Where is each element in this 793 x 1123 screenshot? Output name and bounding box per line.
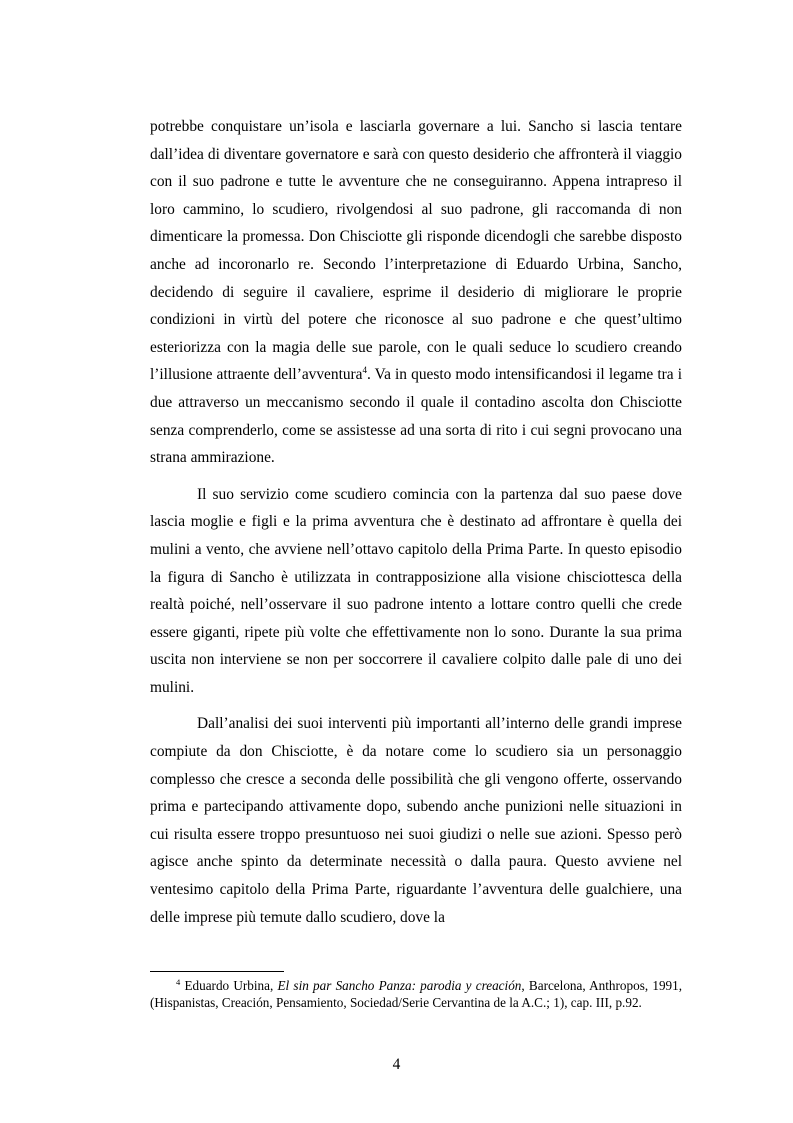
paragraph-3: Dall’analisi dei suoi interventi più importanti all’interno delle grandi imprese compiute da don Chisciotte, è da notare come lo scudiero sia un personaggio complesso che cresce a seconda delle possibilità che gli vengono offerte, osservando prima e partecipando attivamente dopo, subendo anche punizioni nelle situazioni in cui risulta essere troppo presuntuoso nei suoi giudizi o nelle sue azioni. Spesso però agisce anche spinto da determinate necessità o dalla paura. Questo avviene nel ventesimo capitolo della Prima Parte, riguardante l’avventura delle gualchiere, una delle imprese più temute dallo scudiero, dove la: [150, 715, 682, 926]
footnote-author: Eduardo Urbina,: [180, 978, 278, 993]
paragraph-1: [150, 113, 682, 472]
footnote-divider: [150, 971, 284, 972]
paragraph-1-continuation: . Va in questo modo intensificandosi il legame tra i due attraverso un meccanismo secondo il quale il contadino ascolta don Chisciotte senza comprenderlo, come se assistesse ad una sorta di rito i cui segni provocano una strana ammirazione.: [150, 366, 682, 467]
footnote-title: El sin par Sancho Panza: parodia y creación: [277, 978, 522, 993]
body-text: [150, 113, 682, 940]
footnote-reference: 4: [362, 365, 367, 376]
footnote: [150, 977, 682, 1011]
footnote-number: 4: [176, 976, 181, 987]
paragraph-2: Il suo servizio come scudiero comincia con la partenza dal suo paese dove lascia moglie e figli e la prima avventura che è destinato ad affrontare è quella dei mulini a vento, che avviene nell’ottavo capitolo della Prima Parte. In questo episodio la figura di Sancho è utilizzata in contrapposizione alla visione chisciottesca della realtà poiché, nell’osservare il suo padrone intento a lottare contro quelli che crede essere giganti, ripete più volte che effettivamente non lo sono. Durante la sua prima uscita non interviene se non per soccorrere il cavaliere colpito dalle pale di uno dei mulini.: [150, 485, 682, 696]
paragraph-1-text: potrebbe conquistare un’isola e lasciarla governare a lui. Sancho si lascia tentare dall’idea di diventare governatore e sarà con questo desiderio che affronterà il viaggio con il suo padrone e tutte le avventure che ne conseguiranno. Appena intrapreso il loro cammino, lo scudiero, rivolgendosi al suo padrone, gli raccomanda di non dimenticare la promessa. Don Chisciotte gli risponde dicendogli che sarebbe disposto anche ad incoronarlo re. Secondo l’interpretazione di Eduardo Urbina, Sancho, decidendo di seguire il cavaliere, esprime il desiderio di migliorare le proprie condizioni in virtù del potere che riconosce al suo padrone e che quest’ultimo esteriorizza con la magia delle sue parole, con le quali seduce lo scudiero creando l’illusione attraente dell’avventura: [150, 118, 682, 384]
footnote-details: , Barcelona, Anthropos, 1991, (Hispanistas, Creación, Pensamiento, Sociedad/Serie Cervantina de la A.C.; 1), cap. III, p.92.: [150, 978, 683, 1010]
page-number: 4: [392, 1056, 401, 1073]
